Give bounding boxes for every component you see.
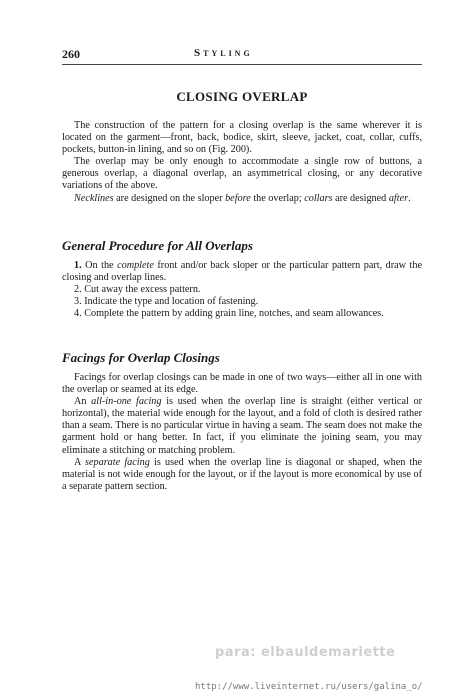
paragraph: The overlap may be only enough to accommodate a single row of buttons, a generous overlap, a diagonal overlap, an asymmetrical closing, or any decorative variations of the above. bbox=[62, 156, 422, 192]
page-number: 260 bbox=[62, 47, 80, 61]
text-run: the overlap; bbox=[250, 192, 305, 204]
general-procedure-steps bbox=[62, 260, 422, 320]
text-run: . bbox=[408, 192, 411, 204]
text-run: front and/or back sloper or the particular pattern part, draw the closing and overlap lines. bbox=[62, 260, 422, 284]
text-run: is used when the overlap line is diagonal or shaped, when the material is not wide enough for the layout, or if the layout is more economical by use of a separate pattern section. bbox=[62, 456, 423, 492]
emphasis: complete bbox=[117, 260, 154, 271]
text-run: An bbox=[74, 396, 92, 408]
paragraph bbox=[62, 396, 422, 456]
section-body bbox=[62, 120, 422, 205]
text-run: On the bbox=[81, 260, 118, 271]
step: 3. Indicate the type and location of fastening. bbox=[74, 296, 259, 308]
emphasis: all-in-one facing bbox=[91, 396, 162, 408]
paragraph bbox=[62, 457, 422, 493]
header-rule bbox=[62, 64, 422, 65]
running-head bbox=[62, 47, 422, 63]
text-run: are designed on the sloper bbox=[113, 192, 226, 204]
text-run: A bbox=[74, 456, 86, 468]
watermark: para: elbauldemariette bbox=[215, 645, 396, 660]
step bbox=[62, 260, 422, 284]
emphasis: separate facing bbox=[85, 456, 150, 468]
source-url: http://www.liveinternet.ru/users/galina_o/ bbox=[195, 682, 423, 692]
emphasis: Necklines bbox=[74, 192, 114, 204]
facings-title: Facings for Overlap Closings bbox=[62, 350, 220, 365]
paragraph: The construction of the pattern for a closing overlap is the same wherever it is located on the garment—front, back, bodice, skirt, sleeve, jacket, coat, collar, cuffs, pockets, button-in lining, and so on (Fig. 200). bbox=[62, 120, 422, 156]
emphasis: collars bbox=[304, 192, 333, 204]
facings-body bbox=[62, 372, 422, 493]
paragraph: Facings for overlap closings can be made in one of two ways—either all in one with the overlap or seamed at its edge. bbox=[62, 372, 422, 396]
text-run: is used when the overlap line is straight (either vertical or horizontal), the material wide enough for the layout, and a fold of cloth is desired rather than a seam. There is no particular virtue in having a seam. The seam does not make the garment hold or hang better. In fact, if you eliminate the joining seam, you may eliminate a stitching or matching problem. bbox=[62, 396, 422, 456]
paragraph bbox=[62, 193, 422, 205]
running-title: Styling bbox=[194, 47, 253, 59]
section-title: CLOSING OVERLAP bbox=[176, 89, 308, 104]
step-number: 1. bbox=[74, 260, 82, 271]
emphasis: before bbox=[225, 192, 251, 204]
text-run: are designed bbox=[332, 192, 389, 204]
general-procedure-title: General Procedure for All Overlaps bbox=[62, 238, 253, 253]
step: 4. Complete the pattern by adding grain line, notches, and seam allowances. bbox=[74, 308, 384, 320]
emphasis: after bbox=[388, 192, 409, 204]
step: 2. Cut away the excess pattern. bbox=[74, 284, 201, 296]
